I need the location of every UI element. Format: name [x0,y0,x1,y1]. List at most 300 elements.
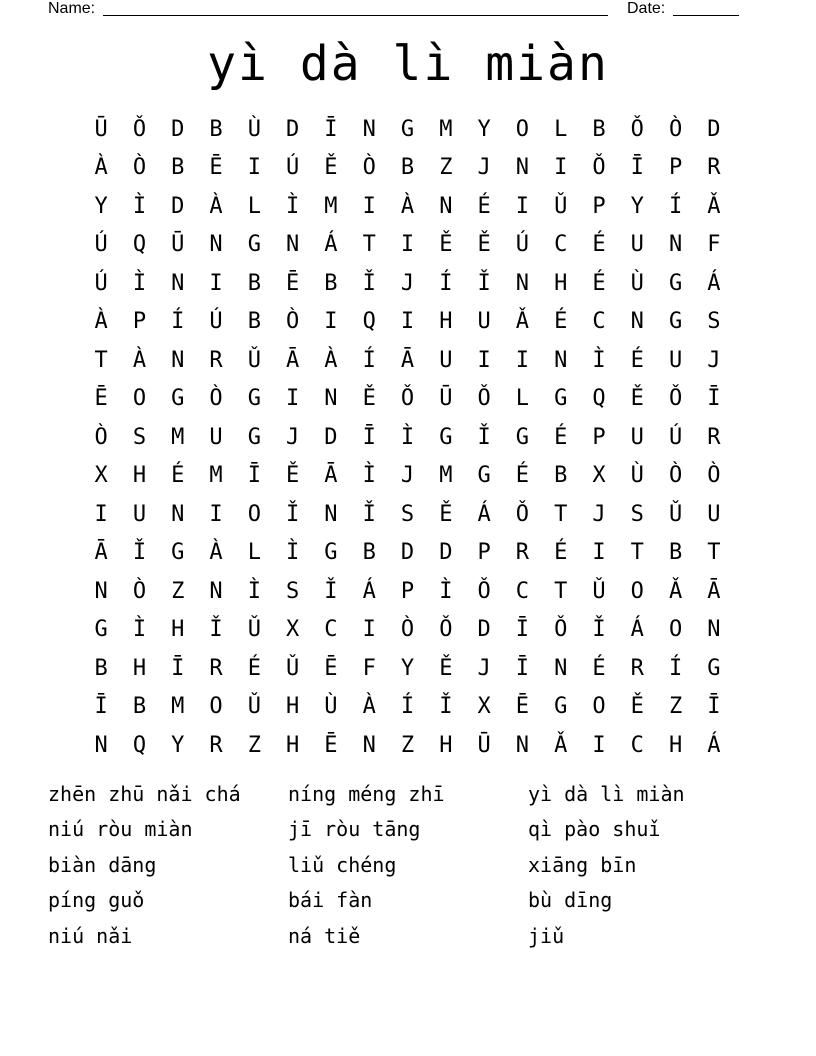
grid-letter: L [554,116,568,142]
grid-letter: À [209,193,223,219]
grid-letter: Ē [515,694,530,720]
grid-letter: Ǐ [592,617,606,643]
grid-letter: Ī [707,694,721,720]
grid-letter: Í [668,193,683,219]
grid-letter: H [132,463,147,489]
grid-letter: É [515,463,530,489]
grid-letter: O [132,386,147,412]
grid-letter: À [94,309,108,335]
grid-letter: P [477,540,491,566]
grid-letter: Ǔ [592,578,606,604]
grid-letter: É [554,540,568,566]
grid-letter: B [132,694,147,720]
grid-letter: I [209,501,223,527]
grid-letter: Ú [668,424,683,450]
grid-letter: G [554,694,568,720]
grid-letter: D [324,424,338,450]
grid-letter: N [362,116,376,142]
grid-letter: I [247,155,261,181]
grid-letter: Ú [515,232,530,258]
grid-letter: H [132,655,147,681]
grid-letter: Ū [94,116,108,142]
grid-letter: Ǐ [477,270,491,296]
grid-letter: G [324,540,338,566]
grid-letter: Ǒ [630,116,644,142]
grid-row [82,341,733,380]
grid-letter: G [400,116,415,142]
grid-letter: Ǒ [439,617,453,643]
grid-letter: D [439,540,453,566]
grid-letter: Ì [132,270,147,296]
grid-letter: R [630,655,644,681]
grid-letter: I [477,347,491,373]
grid-letter: N [209,578,223,604]
grid-letter: Ī [630,155,644,181]
grid-letter: G [515,424,530,450]
grid-letter: R [515,540,530,566]
grid-letter: N [515,270,530,296]
grid-letter: N [554,655,568,681]
grid-letter: Ě [439,655,453,681]
grid-letter: S [707,309,721,335]
grid-letter: É [592,232,606,258]
grid-letter: N [362,732,376,758]
grid-letter: Ò [132,578,147,604]
grid-letter: Ú [94,232,108,258]
grid-letter: Ī [94,694,108,720]
grid-letter: N [286,232,300,258]
grid-letter: Ù [324,694,338,720]
name-field[interactable] [103,0,608,16]
grid-letter: Ǐ [477,424,491,450]
grid-letter: I [554,155,568,181]
grid-letter: H [554,270,568,296]
grid-letter: O [668,617,683,643]
grid-letter: U [132,501,147,527]
grid-row [82,418,733,457]
grid-letter: Y [400,655,415,681]
grid-letter: Á [707,270,721,296]
grid-letter: G [477,463,491,489]
grid-letter: N [94,732,108,758]
grid-letter: N [630,309,644,335]
grid-row [82,534,733,573]
grid-letter: J [707,347,721,373]
grid-letter: N [324,386,338,412]
grid-letter: Ǒ [400,386,415,412]
grid-letter: Ì [286,193,300,219]
grid-letter: Ā [400,347,415,373]
grid-letter: T [362,232,376,258]
grid-letter: H [171,617,185,643]
grid-letter: G [171,386,185,412]
grid-letter: B [400,155,415,181]
grid-letter: U [439,347,453,373]
grid-letter: S [400,501,415,527]
grid-letter: R [707,155,721,181]
grid-letter: I [592,540,606,566]
grid-letter: À [400,193,415,219]
grid-letter: Ǐ [286,501,300,527]
grid-letter: Ū [439,386,453,412]
grid-letter: Z [668,694,683,720]
grid-letter: B [592,116,606,142]
grid-letter: J [477,155,491,181]
grid-letter: L [515,386,530,412]
grid-letter: Ǒ [592,155,606,181]
grid-letter: Y [630,193,644,219]
grid-letter: G [94,617,108,643]
grid-letter: N [324,501,338,527]
grid-letter: Á [707,732,721,758]
grid-letter: Ǔ [668,501,683,527]
grid-letter: Á [630,617,644,643]
word-list-row [48,812,768,848]
grid-letter: N [171,347,185,373]
grid-letter: Ě [630,386,644,412]
grid-letter: É [592,270,606,296]
grid-letter: G [247,424,261,450]
grid-letter: Ǒ [515,501,530,527]
grid-letter: Ǐ [439,694,453,720]
grid-letter: J [477,655,491,681]
word-list-item: biàn dāng [48,852,157,877]
grid-letter: B [247,309,261,335]
grid-letter: Ě [362,386,376,412]
grid-letter: D [477,617,491,643]
grid-letter: O [630,578,644,604]
grid-letter: Ā [324,463,338,489]
grid-letter: É [592,655,606,681]
grid-letter: Ú [209,309,223,335]
grid-letter: X [592,463,606,489]
grid-letter: Ě [477,232,491,258]
word-list-row [48,918,768,954]
grid-letter: G [668,309,683,335]
grid-letter: À [132,347,147,373]
grid-letter: Ě [286,463,300,489]
grid-letter: G [707,655,721,681]
grid-letter: Q [132,732,147,758]
grid-letter: L [247,540,261,566]
grid-letter: Q [362,309,376,335]
grid-letter: Ì [247,578,261,604]
grid-letter: I [400,232,415,258]
grid-letter: N [94,578,108,604]
grid-letter: É [554,424,568,450]
grid-letter: É [554,309,568,335]
grid-letter: Ī [324,116,338,142]
word-list-row [48,847,768,883]
grid-letter: Ì [362,463,376,489]
word-list [48,776,768,954]
puzzle-title: yì dà lì miàn [207,36,609,92]
grid-letter: Ǔ [247,694,261,720]
grid-letter: Y [94,193,108,219]
grid-letter: N [171,501,185,527]
grid-letter: Y [477,116,491,142]
grid-letter: Z [439,155,453,181]
grid-row [82,457,733,496]
grid-letter: N [515,732,530,758]
grid-letter: I [515,347,530,373]
grid-letter: Ì [592,347,606,373]
word-list-item: níng méng zhī [288,781,445,806]
grid-letter: R [209,655,223,681]
grid-letter: I [400,309,415,335]
grid-letter: T [707,540,721,566]
grid-letter: I [592,732,606,758]
word-list-item: bái fàn [288,888,373,913]
grid-letter: Ǎ [515,309,530,335]
grid-letter: O [247,501,261,527]
grid-letter: Ǐ [362,270,376,296]
grid-letter: D [171,193,185,219]
grid-letter: C [515,578,530,604]
grid-letter: Ā [707,578,721,604]
grid-letter: Ǔ [286,655,300,681]
grid-letter: G [439,424,453,450]
grid-letter: M [209,463,223,489]
grid-letter: X [477,694,491,720]
grid-letter: Á [324,232,338,258]
grid-row [82,110,733,149]
grid-letter: C [554,232,568,258]
date-label: Date: [627,0,666,17]
word-list-item: yì dà lì miàn [528,781,685,806]
grid-letter: N [439,193,453,219]
grid-row [82,380,733,419]
grid-letter: O [209,694,223,720]
grid-letter: Ě [324,155,338,181]
word-list-row [48,883,768,919]
grid-letter: P [592,193,606,219]
grid-letter: Ò [209,386,223,412]
grid-letter: H [286,732,300,758]
grid-letter: R [209,347,223,373]
grid-letter: Ì [439,578,453,604]
grid-letter: L [247,193,261,219]
grid-row [82,264,733,303]
grid-letter: Ē [324,655,338,681]
grid-letter: Ì [286,540,300,566]
grid-letter: Ì [132,617,147,643]
grid-letter: M [439,463,453,489]
grid-letter: É [477,193,491,219]
grid-letter: B [209,116,223,142]
word-list-item: liǔ chéng [288,852,397,877]
grid-letter: S [286,578,300,604]
grid-letter: P [592,424,606,450]
grid-letter: Á [362,578,376,604]
grid-letter: I [515,193,530,219]
grid-letter: G [171,540,185,566]
grid-letter: T [630,540,644,566]
grid-letter: Ě [630,694,644,720]
grid-letter: Ǔ [247,347,261,373]
grid-letter: B [171,155,185,181]
grid-letter: Q [592,386,606,412]
grid-letter: I [362,617,376,643]
grid-letter: É [247,655,261,681]
grid-row [82,611,733,650]
grid-letter: Ò [668,116,683,142]
word-list-item: ná tiě [288,923,361,948]
grid-letter: Í [171,309,185,335]
grid-letter: X [94,463,108,489]
word-list-item: píng guǒ [48,888,145,913]
grid-letter: M [439,116,453,142]
grid-letter: À [324,347,338,373]
grid-letter: N [554,347,568,373]
grid-letter: C [592,309,606,335]
grid-letter: M [171,424,185,450]
grid-letter: Z [171,578,185,604]
grid-letter: D [171,116,185,142]
word-list-item: niú ròu miàn [48,817,193,842]
grid-row [82,726,733,765]
grid-letter: Ī [362,424,376,450]
grid-row [82,495,733,534]
grid-letter: M [171,694,185,720]
grid-letter: É [171,463,185,489]
letter-grid [82,110,733,765]
grid-letter: P [668,155,683,181]
word-list-item: niú nǎi [48,923,133,948]
grid-letter: B [247,270,261,296]
grid-letter: Ò [94,424,108,450]
grid-letter: Ū [171,232,185,258]
grid-letter: Ē [209,155,223,181]
grid-letter: Ē [286,270,300,296]
grid-letter: Ò [286,309,300,335]
grid-letter: H [668,732,683,758]
grid-letter: À [94,155,108,181]
grid-row [82,303,733,342]
grid-row [82,649,733,688]
grid-letter: H [439,309,453,335]
grid-letter: I [362,193,376,219]
header [48,0,748,20]
grid-letter: H [439,732,453,758]
grid-letter: Y [171,732,185,758]
grid-letter: Q [132,232,147,258]
word-list-item: jiǔ [528,923,565,948]
grid-letter: J [400,270,415,296]
grid-letter: F [362,655,376,681]
grid-letter: J [286,424,300,450]
grid-letter: B [362,540,376,566]
word-list-row [48,776,768,812]
grid-letter: F [707,232,721,258]
grid-letter: B [94,655,108,681]
grid-letter: G [554,386,568,412]
grid-letter: D [707,116,721,142]
grid-letter: Ǎ [554,732,568,758]
grid-letter: U [477,309,491,335]
grid-row [82,688,733,727]
grid-letter: R [209,732,223,758]
grid-letter: Ǐ [209,617,223,643]
grid-letter: I [324,309,338,335]
grid-letter: G [247,232,261,258]
grid-letter: O [515,116,530,142]
grid-letter: Ā [94,540,108,566]
grid-letter: B [668,540,683,566]
grid-letter: H [286,694,300,720]
grid-letter: À [209,540,223,566]
grid-letter: T [554,578,568,604]
grid-letter: Ù [630,463,644,489]
word-list-item: zhēn zhū nǎi chá [48,781,241,806]
grid-letter: Í [668,655,683,681]
grid-letter: Ò [400,617,415,643]
grid-letter: Ǐ [362,501,376,527]
grid-letter: U [707,501,721,527]
grid-letter: Ǒ [477,386,491,412]
grid-row [82,187,733,226]
grid-letter: Ī [515,655,530,681]
grid-letter: Í [400,694,415,720]
grid-letter: B [324,270,338,296]
grid-letter: B [554,463,568,489]
grid-letter: Ì [132,193,147,219]
grid-letter: D [286,116,300,142]
grid-letter: C [324,617,338,643]
grid-letter: Z [400,732,415,758]
grid-letter: U [630,424,644,450]
grid-letter: T [94,347,108,373]
grid-letter: Ú [286,155,300,181]
grid-row [82,226,733,265]
grid-letter: Ǒ [554,617,568,643]
grid-letter: Ě [439,501,453,527]
word-list-item: bù dīng [528,888,613,913]
grid-letter: U [209,424,223,450]
grid-letter: G [247,386,261,412]
grid-letter: Z [247,732,261,758]
word-list-item: qì pào shuǐ [528,817,661,842]
grid-letter: J [400,463,415,489]
word-list-item: jī ròu tāng [288,817,421,842]
grid-letter: N [707,617,721,643]
grid-letter: X [286,617,300,643]
grid-letter: Ì [400,424,415,450]
grid-letter: Ī [171,655,185,681]
grid-letter: N [171,270,185,296]
grid-letter: M [324,193,338,219]
grid-letter: Ò [132,155,147,181]
grid-letter: U [630,232,644,258]
grid-letter: Ù [630,270,644,296]
grid-letter: Á [477,501,491,527]
grid-letter: Ā [286,347,300,373]
grid-letter: I [209,270,223,296]
grid-letter: Ù [247,116,261,142]
grid-letter: Ū [477,732,491,758]
grid-letter: P [132,309,147,335]
grid-letter: À [362,694,376,720]
date-field[interactable] [673,0,739,16]
grid-letter: N [515,155,530,181]
grid-letter: Ǎ [707,193,721,219]
name-label: Name: [48,0,96,17]
grid-letter: O [592,694,606,720]
grid-letter: Ò [707,463,721,489]
grid-row [82,572,733,611]
grid-letter: Ī [247,463,261,489]
grid-letter: Ǒ [477,578,491,604]
